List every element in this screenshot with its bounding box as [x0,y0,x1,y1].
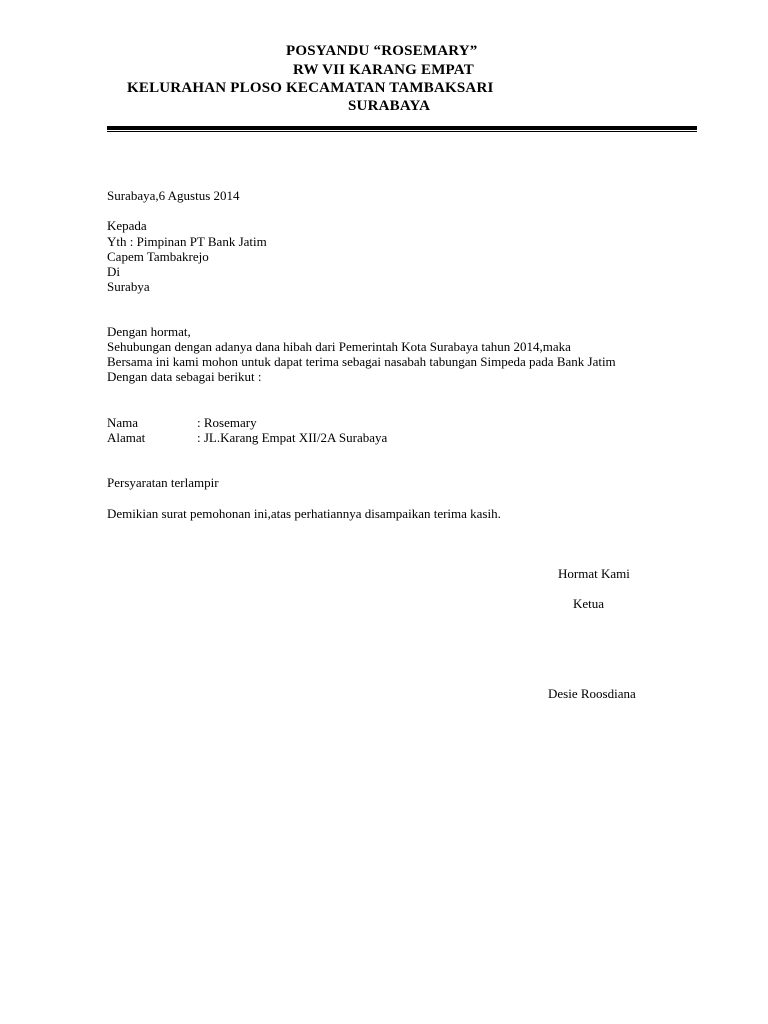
field-value-alamat: : JL.Karang Empat XII/2A Surabaya [197,430,388,445]
letter-date: Surabaya,6 Agustus 2014 [107,188,240,203]
letterhead-kelurahan: KELURAHAN PLOSO KECAMATAN TAMBAKSARI [127,80,494,96]
letterhead-divider-thin [107,131,697,132]
closing-sentence: Demikian surat pemohonan ini,atas perhatiannya disampaikan terima kasih. [107,506,501,521]
field-label-nama: Nama [107,415,139,430]
letterhead-organization: POSYANDU “ROSEMARY” [286,43,478,59]
field-value-nama: : Rosemary [197,415,257,430]
recipient-kepada: Kepada [107,218,147,233]
recipient-branch: Capem Tambakrejo [107,249,209,264]
signature-title: Ketua [573,596,605,611]
recipient-di: Di [107,264,120,279]
letterhead-rw: RW VII KARANG EMPAT [293,62,474,78]
body-paragraph-line1: Sehubungan dengan adanya dana hibah dari Pemerintah Kota Surabaya tahun 2014,maka [107,339,571,354]
body-greeting: Dengan hormat, [107,324,191,339]
body-paragraph-line3: Dengan data sebagai berikut : [107,369,262,384]
letterhead-city: SURABAYA [348,98,431,114]
recipient-name: Yth : Pimpinan PT Bank Jatim [107,234,267,249]
signature-name: Desie Roosdiana [548,686,636,701]
letterhead-divider-thick [107,126,697,130]
field-label-alamat: Alamat [107,430,146,445]
recipient-city: Surabya [107,279,150,294]
body-paragraph-line2: Bersama ini kami mohon untuk dapat terima sebagai nasabah tabungan Simpeda pada Bank Jatim [107,354,616,369]
signature-salutation: Hormat Kami [558,566,630,581]
attachment-note: Persyaratan terlampir [107,475,219,490]
